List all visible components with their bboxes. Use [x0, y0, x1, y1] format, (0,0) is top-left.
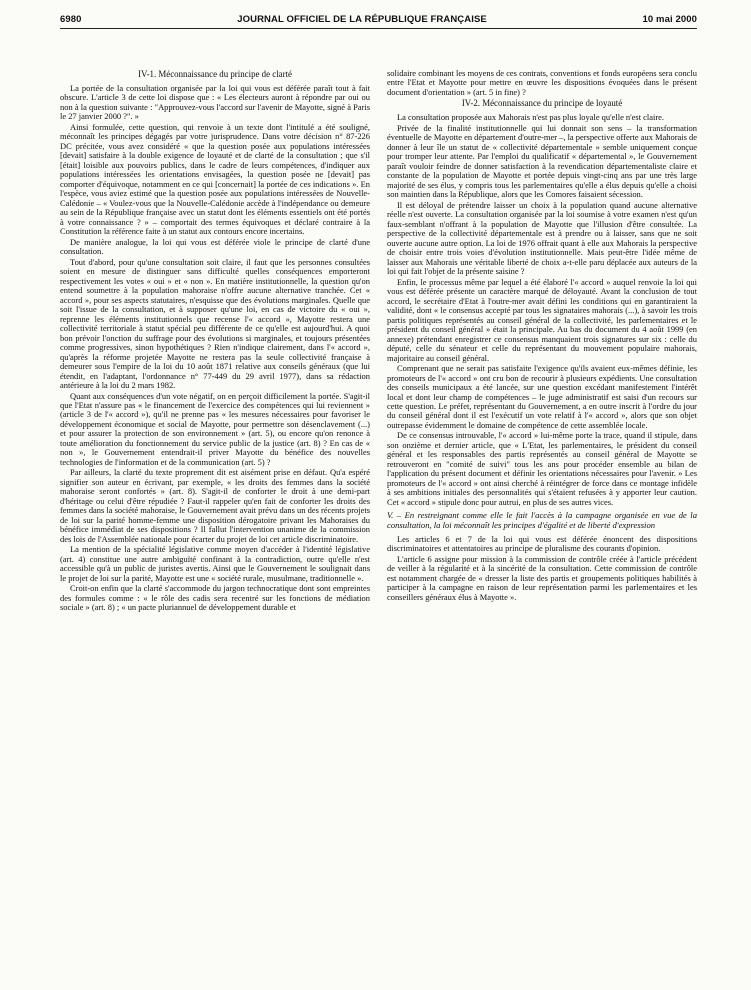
paragraph: Privée de la finalité institutionnelle qui lui donnait son sens – la transformation éventuelle de Mayotte en département d'outre-mer –, la perspective offerte aux Mahorais de donner à leur île un statut de « collectivité départementale » semble uniquement conçue pour tromper leur attente. Par l'emploi du qualificatif « départemental », le Gouvernement paraît vouloir feindre de donner satisfaction à la revendication départementaliste claire et constante de la population de Mayotte et portée depuis vingt-cinq ans par une très large majorité de ses élus, y compris tous les parlementaires qu'elle a élus depuis qu'elle a choisi son maintien dans la République, alors que les Comores faisaient sécession.: [387, 122, 697, 200]
section-heading-iv-1: IV-1. Méconnaissance du principe de clarté: [138, 69, 292, 79]
page-number: 6980: [60, 14, 82, 25]
text-columns: [60, 69, 697, 614]
paragraph: La mention de la spécialité législative comme moyen d'accéder à l'identité législative (art. 4) constitue une autre ambiguïté confinant à la contradiction, outre qu'elle n'est accessible qu'à un public de juristes avertis. Ainsi que le Gouvernement le soulignait dans le projet de loi sur la parité, Mayotte est une « société rurale, musulmane, traditionnelle ».: [60, 544, 370, 583]
paragraph: L'article 6 assigne pour mission à la commission de contrôle créée à l'article précédent de veiller à la régularité et à la sincérité de la consultation. Cette commission de contrôle est notamment chargée de « dresser la liste des partis et groupements politiques habilités à participer à la campagne en raison de leur représentation parmi les parlementaires et les conseillers généraux élus à Mayotte ».: [387, 553, 697, 602]
paragraph: Comprenant que ne serait pas satisfaite l'exigence qu'ils avaient eux-mêmes définie, les promoteurs de l'« accord » ont cru bon de recourir à plusieurs expédients. Une consultation des conseils municipaux a été lancée, sur une question excédant manifestement l'intérêt local et dont leur champ de compétences – le juge administratif est saisi d'un recours sur cette question. Le préfet, représentant du Gouvernement, a en outre inscrit à l'ordre du jour du conseil général dont il est l'exécutif un vote relatif à l'« accord », alors que son objet outrepasse évidemment le domaine de compétence de cette assemblée locale.: [387, 363, 697, 430]
paragraph: Croit-on enfin que la clarté s'accommode du jargon technocratique dont sont empreintes des formules comme : « le rôle des cadis sera recentré sur les fonctions de médiation sociale » (art. 8) ; « un pacte pluriannuel de développement durable et: [60, 583, 370, 613]
publication-date: 10 mai 2000: [642, 14, 697, 25]
page-header: [60, 14, 697, 29]
paragraph: Ainsi formulée, cette question, qui renvoie à un texte dont l'intitulé a été souligné, méconnaît les principes dégagés par votre jurisprudence. Dans votre décision n° 87-226 DC précitée, vous avez considéré « que la question posée aux populations intéressées [devait] satisfaire à la double exigence de loyauté et de clarté de la consultation ; que s'il [était] loisible aux pouvoirs publics, dans le cadre de leurs compétences, d'indiquer aux populations intéressées les orientations envisagées, la question posée ne [devait] pas comporter d'équivoque, notamment en ce qui [concernait] la portée de ces indications ». En l'espèce, vous aviez estimé que la question posée aux populations intéressées de Nouvelle-Calédonie – « Voulez-vous que la Nouvelle-Calédonie accède à l'indépendance ou demeure au sein de la République française avec un statut dont les éléments essentiels ont été portés à votre connaissance ? » – comportait des termes équivoques et déclaré contraire à la Constitution la référence faite à un statut aux contours encore incertains.: [60, 121, 370, 237]
journal-title: JOURNAL OFFICIEL DE LA RÉPUBLIQUE FRANÇAISE: [237, 14, 487, 25]
paragraph: La consultation proposée aux Mahorais n'est pas plus loyale qu'elle n'est claire.: [397, 112, 664, 123]
paragraph: Il est déloyal de prétendre laisser un choix à la population quand aucune alternative réelle n'est ouverte. La consultation organisée par la loi soumise à votre examen n'est qu'un faux-semblant n'offrant à la population de Mayotte que l'illusion d'être consultée. La perspective de la collectivité départementale est à prendre ou à laisser, sans que ne soit ouverte aucune autre option. La loi de 1976 offrait quant à elle aux Mahorais la perspective de choisir entre trois voies d'évolution institutionnelle. Mais peut-être l'idée même de laisser aux Mahorais une véritable liberté de choix a-t-elle paru déplacée aux auteurs de la loi qui fait l'objet de la présente saisine ?: [387, 199, 697, 277]
paragraph: De manière analogue, la loi qui vous est déférée viole le principe de clarté d'une consultation.: [60, 236, 370, 257]
right-column: [387, 69, 697, 614]
paragraph: La portée de la consultation organisée par la loi qui vous est déférée paraît tout à fait obscure. L'article 3 de cette loi dispose que : « Les électeurs auront à répondre par oui ou non à la question suivante : "Approuvez-vous l'accord sur l'avenir de Mayotte, signé à Paris le 27 janvier 2000 ?". »: [60, 83, 370, 122]
paragraph: Tout d'abord, pour qu'une consultation soit claire, il faut que les personnes consultées soient en mesure de distinguer sans difficulté quelles conséquences emporteront respectivement les votes « oui » et « non ». En matière institutionnelle, la question qu'on entend soumettre à la population mahoraise n'offre aucune alternative tranchée. Cet « accord », pour ses aspects statutaires, n'esquisse que des évolutions marginales. Quelle que soit l'issue de la consultation, et à supposer qu'une loi, en cas de victoire du « oui », reprenne les éléments institutionnels que recense l'« accord », Mayotte restera une collectivité territoriale à statut spécial peu différente de ce qu'elle est aujourd'hui. A quoi bon prévoir l'onction du suffrage pour des évolutions si marginales, et toujours présentées comme progressives, sinon hypothétiques ? Rien n'indique clairement, dans l'« accord », qu'après la réforme projetée Mayotte ne restera pas la seule collectivité française à demeurer sous l'empire de la loi du 10 août 1871 relative aux conseils généraux (que lui étendit, en l'adaptant, l'ordonnance n° 77-449 du 29 avril 1977), dans sa rédaction antérieure à la loi du 2 mars 1982.: [60, 256, 370, 391]
paragraph: De ce consensus introuvable, l'« accord » lui-même porte la trace, quand il stipule, dans son onzième et dernier article, que « L'Etat, les parlementaires, le président du conseil général et les responsables des partis représentés au conseil général de Mayotte se retrouveront en "comité de suivi" tous les ans pour procéder ensemble au bilan de l'application du présent document et définir les orientations nécessaires pour l'avenir. » Les promoteurs de l'« accord » ont ainsi cherché à réintégrer de force dans ce montage infidèle à ses ambitions initiales des personnalités qui s'étaient refusées à y apporter leur caution. Cet « accord » stipule donc pour autrui, en plus de ses autres vices.: [387, 430, 697, 507]
left-column: [60, 69, 370, 614]
paragraph: Les articles 6 et 7 de la loi qui vous est déférée énoncent des dispositions discriminatoires et attentatoires au principe de pluralisme des courants d'opinion.: [387, 533, 697, 554]
paragraph: Quant aux conséquences d'un vote négatif, on en perçoit difficilement la portée. S'agit-il que l'Etat n'assure pas « le financement de l'exercice des compétences qui lui reviennent » (article 3 de l'« accord »), qu'il ne prenne pas « les mesures nécessaires pour favoriser le développement économique et social de Mayotte, pour permettre son désenclavement (...) et pour assurer la protection de son environnement » (art. 5), ou encore qu'on renonce à toute amélioration du fonctionnement du service public de la justice (art. 8) ? En cas de « non », le Gouvernement entendrait-il priver Mayotte du bénéfice des nouvelles technologies de l'information et de la communication (art. 5) ?: [60, 390, 370, 467]
section-heading-v: V. – En restreignant comme elle le fait l'accès à la campagne organisée en vue de la consultation, la loi méconnaît les principes d'égalité et de liberté d'expression: [387, 510, 697, 531]
paragraph: Par ailleurs, la clarté du texte proprement dit est aisément prise en défaut. Qu'a espéré signifier son auteur en écrivant, par exemple, « les droits des femmes dans la société mahoraise seront confortés » (art. 8). S'agit-il de conforter le droit à une demi-part d'héritage ou celui d'être répudiée ? Faut-il rappeler qu'en fait de conforter les droits des femmes dans la société mahoraise, le Gouvernement avait prévu dans un des récents projets de loi sur la parité homme-femme une disposition dérogatoire privant les Mahoraises du bénéfice immédiat de ses dispositions ? Il fallut l'intervention unanime de la commission des lois de l'Assemblée nationale pour écarter du projet de loi cet article discriminatoire.: [60, 467, 370, 544]
section-heading-iv-2: IV-2. Méconnaissance du principe de loyauté: [461, 98, 623, 109]
paragraph: Enfin, le processus même par lequel a été élaboré l'« accord » auquel renvoie la loi qui vous est déférée présente un caractère marqué de déloyauté. Avant la conclusion de tout accord, le secrétaire d'Etat à l'outre-mer avait défini les conditions qui en garantiraient la validité, dont « le consensus accepté par tous les signataires mahorais (...), à savoir les trois partis politiques représentés au conseil général de la collectivité, les parlementaires et le président du conseil général » était la principale. Au bas du document du 4 août 1999 (en annexe) prétendant enregistrer ce consensus manquaient trois signatures sur six : celle du député, celle du sénateur et celle du représentant du mouvement populaire mahorais, majoritaire au conseil général.: [387, 276, 697, 363]
continued-paragraph: solidaire combinant les moyens de ces contrats, conventions et fonds européens sera conclu entre l'Etat et Mayotte pour mettre en œuvre les dispositions évoquées dans le présent document d'orientation » (art. 5 in fine) ?: [387, 68, 697, 97]
